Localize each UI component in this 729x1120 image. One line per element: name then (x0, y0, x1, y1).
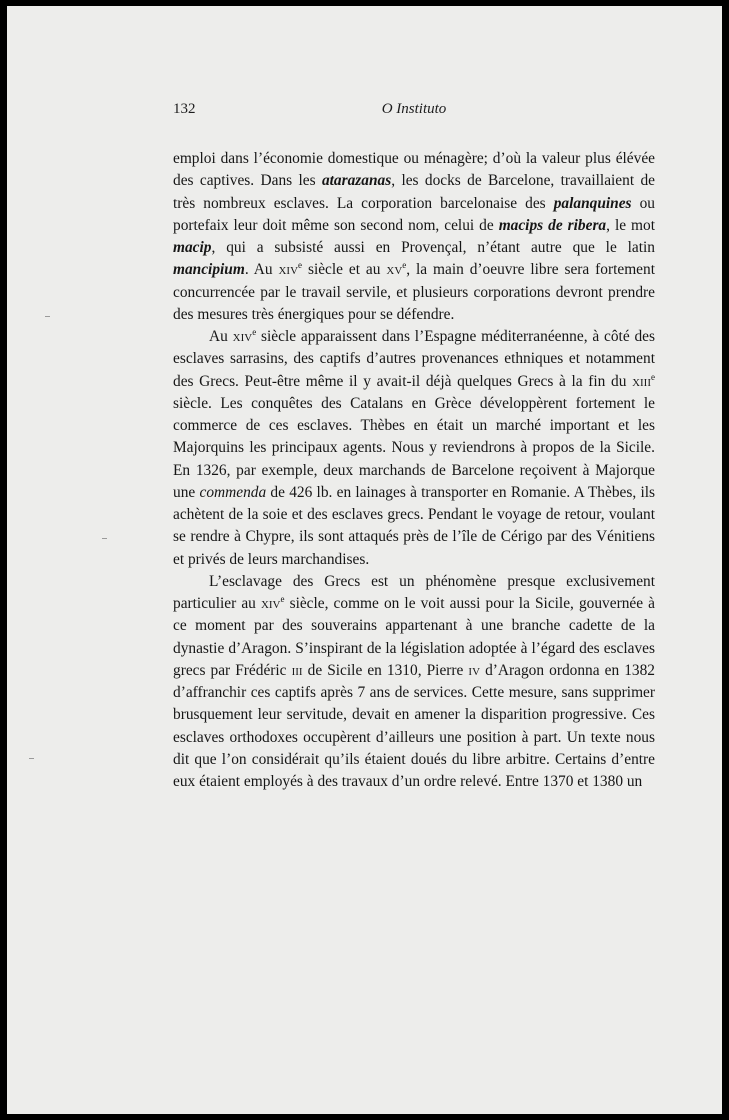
text-run: e (402, 260, 407, 271)
text-run: , la main d’oeuvre libre sera fortement concurrencée par le travail servile, et plusieurs corporations devront prendre des mesures très énergiques pour se défendre. (173, 261, 655, 323)
text-run: macips de ribera (498, 216, 607, 234)
text-run: siècle, comme on le voit aussi pour la Sicile, gouvernée à ce moment par des souverains appartenant à une branche cadette de la dynastie d’Aragon. S’inspirant de la législation adoptée à l’égard des esclaves grecs par Frédéric (173, 595, 655, 679)
text-run: e (280, 594, 285, 604)
text-run: palanquines (553, 194, 632, 212)
text-run: iii (291, 661, 303, 679)
text-run: e (298, 260, 303, 271)
text-run: e (651, 371, 655, 382)
text-run: ou portefaix leur doit même son second nom, celui de (173, 194, 655, 234)
body-text (173, 148, 655, 793)
margin-mark (102, 538, 107, 539)
text-run: macip (173, 239, 212, 256)
text-run: L’esclavage des Grecs est un phénomène presque exclusivement particulier au (173, 572, 655, 612)
text-run: , les docks de Barcelone, travaillaient de très nombreux esclaves. La corporation barcelonaise des (173, 172, 655, 212)
margin-mark (45, 316, 50, 317)
text-run: siècle apparaissent dans l’Espagne méditerranéenne, à côté des esclaves sarrasins, des captifs d’autres provenances ethniques et notamment des Grecs. Peut-être même il y avait-il déjà quelques Grecs à la fin du (173, 328, 655, 390)
text-run: atarazanas (321, 172, 392, 190)
text-run: emploi dans l’économie domestique ou ménagère; d’où la valeur plus élévée des captives. Dans les (173, 150, 655, 190)
text-run: xiv (278, 261, 299, 279)
text-run: xv (386, 261, 403, 279)
text-run: Au (209, 328, 233, 345)
text-run: . Au (244, 261, 279, 279)
text-run: , le mot (606, 216, 655, 234)
text-run: siècle. Les conquêtes des Catalans en Grèce développèrent fortement le commerce de ces esclaves. Thèbes en était un marché important et les Majorquins les principaux agents. Nous y reviendrons à propos de la Sicile. En 1326, par exemple, deux marchands de Barcelone reçoivent à Majorque une (173, 394, 655, 501)
text-run: d’Aragon ordonna en 1382 d’affranchir ces captifs après 7 ans de services. Cette mesure, sans supprimer brusquement leur servitude, devait en amener la disparition progressive. Ces esclaves orthodoxes occupèrent d’ailleurs une position à part. Un texte nous dit que l’on considérait qu’ils étaient doués du libre arbitre. Certains d’entre eux étaient employés à des travaux d’un ordre relevé. Entre 1370 et 1380 un (173, 661, 655, 790)
text-run: e (252, 327, 257, 337)
text-run: , qui a subsisté aussi en Provençal, n’étant autre que le latin (211, 239, 655, 256)
text-run: xiv (232, 328, 253, 345)
running-title: O Instituto (381, 101, 447, 117)
paragraph-2 (173, 326, 655, 571)
margin-mark (29, 758, 34, 759)
text-run: xiii (632, 372, 651, 390)
text-run: xiv (260, 595, 281, 612)
text-run: iv (468, 661, 481, 679)
text-run: mancipium (173, 261, 245, 279)
text-run: commenda (199, 483, 267, 501)
paragraph-3 (173, 571, 655, 794)
page-number: 132 (173, 101, 196, 117)
page-header (173, 101, 655, 123)
scanned-page (7, 6, 722, 1114)
text-run: siècle et au (302, 261, 387, 279)
text-run: de Sicile en 1310, Pierre (302, 661, 469, 679)
text-run: de 426 lb. en lainages à transporter en Romanie. A Thèbes, ils achètent de la soie et des esclaves grecs. Pendant le voyage de retour, voulant se rendre à Chypre, ils sont attaqués près de l’île de Cérigo par des Vénitiens et privés de leurs marchandises. (173, 483, 655, 568)
paragraph-1 (173, 148, 655, 326)
